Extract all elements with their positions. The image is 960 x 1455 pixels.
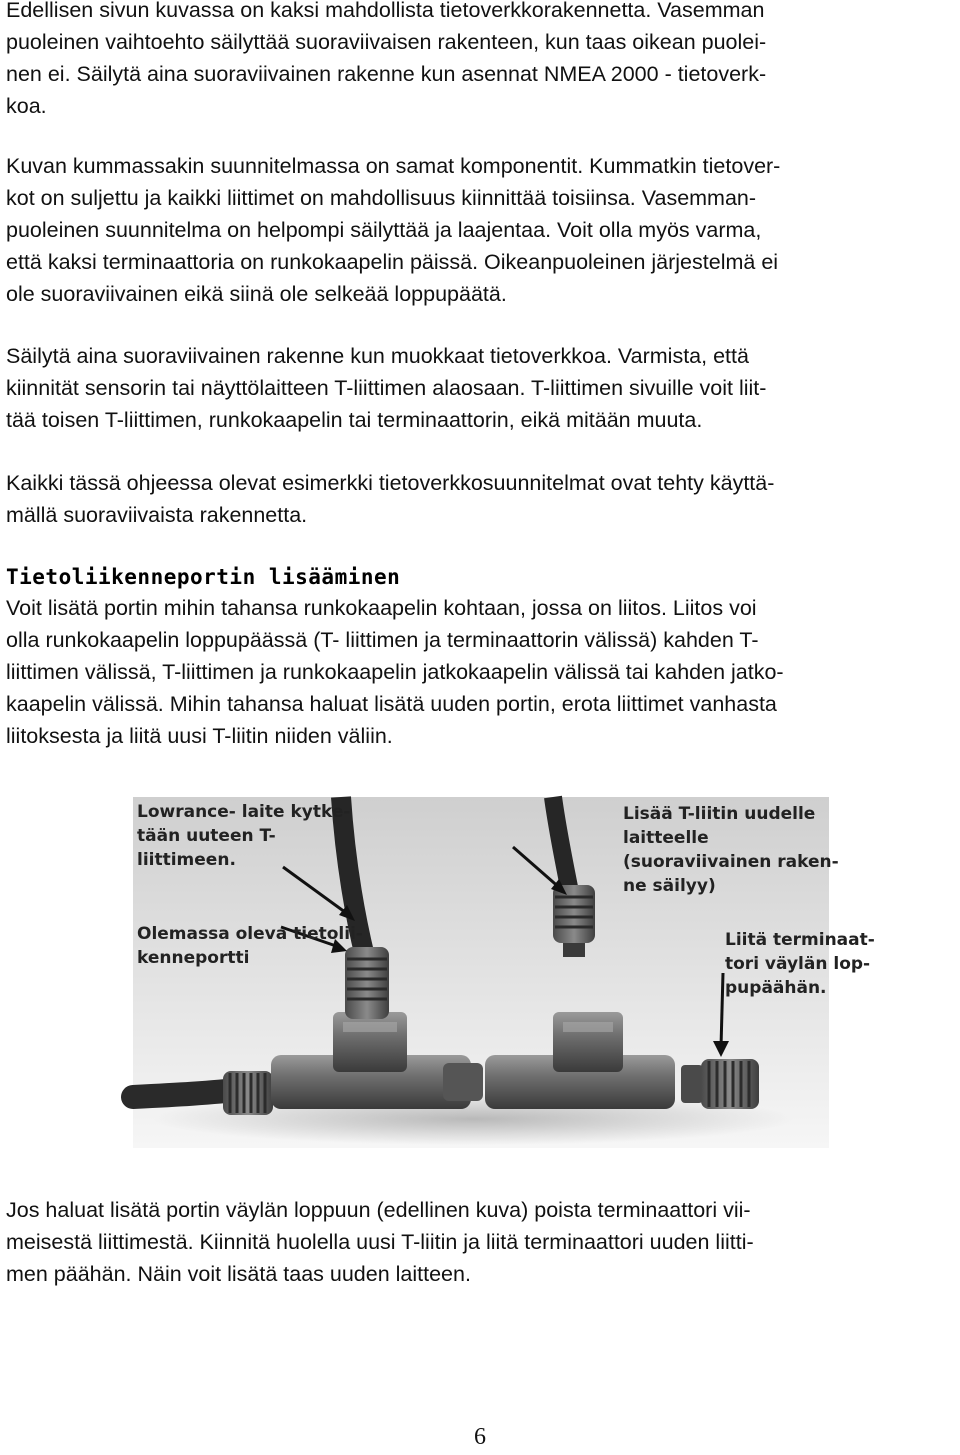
connector-photo-svg [133,797,875,1148]
callout-line: liittimeen. [137,850,236,870]
terminator [681,1059,759,1109]
callout-line: pupäähän. [725,978,827,998]
drop-plug-1 [345,947,389,1019]
text-line: Kuvan kummassakin suunnitelmassa on samat komponentit. Kummatkin tietover- [6,154,781,178]
text-line: Voit lisätä portin mihin tahansa runkokaapelin kohtaan, jossa on liitos. Liitos voi [6,596,757,620]
callout-line: Liitä terminaat- [725,930,875,950]
text-line: kot on suljettu ja kaikki liittimet on mahdollisuus kiinnittää toisiinsa. Vasemman- [6,186,757,210]
connector-photo [133,797,875,1148]
modify-paragraph [6,340,956,436]
text-line: puoleinen vaihtoehto säilyttää suoraviivaisen rakenteen, kun taas oikean puolei- [6,30,767,54]
callout-line: tori väylän lop- [725,954,871,974]
callout-line: ne säilyy) [623,876,716,896]
examples-paragraph [6,467,956,531]
callout-line: Olemassa oleva tietolii- [137,924,363,944]
text-line: puoleinen suunnitelma on helpompi säilyttää ja laajentaa. Voit olla myös varma, [6,218,762,242]
intro-paragraph [6,0,956,122]
text-line: Kaikki tässä ohjeessa olevat esimerkki tietoverkkosuunnitelmat ovat tehty käyttä- [6,471,775,495]
text-line: Edellisen sivun kuvassa on kaksi mahdollista tietoverkkorakennetta. Vasemman [6,0,765,22]
components-paragraph [6,150,956,310]
text-line: Säilytä aina suoraviivainen rakenne kun muokkaat tietoverkkoa. Varmista, että [6,344,749,368]
text-line: olla runkokaapelin loppupäässä (T- liittimen ja terminaattorin välissä) kahden T- [6,628,759,652]
text-line: liitoksesta ja liitä uusi T-liitin niiden väliin. [6,724,393,748]
text-line: että kaksi terminaattoria on runkokaapelin päissä. Oikeanpuoleinen järjestelmä ei [6,250,779,274]
text-line: kiinnität sensorin tai näyttölaitteen T-liittimen alaosaan. T-liittimen sivuille voit liit- [6,376,767,400]
text-line: nen ei. Säilytä aina suoraviivainen rakenne kun asennat NMEA 2000 - tietoverk- [6,62,767,86]
text-line: koa. [6,94,47,118]
callout-line: (suoraviivainen raken- [623,852,839,872]
callout-terminator [725,930,881,998]
section-paragraph [6,592,956,752]
callout-line: tään uuteen T- [137,826,276,846]
text-line: ole suoraviivainen eikä siinä ole selkeää loppupäätä. [6,282,507,306]
text-line: tää toisen T-liittimen, runkokaapelin tai terminaattorin, eikä mitään muuta. [6,408,703,432]
text-line: kaapelin välissä. Mihin tahansa haluat lisätä uuden portin, erota liittimet vanhasta [6,692,777,716]
callout-line: Lowrance- laite kytke- [137,802,351,822]
callout-line: kenneportti [137,948,250,968]
callout-line: laitteelle [623,828,709,848]
text-line: liittimen välissä, T-liittimen ja runkokaapelin jatkokaapelin välissä tai kahden jatko- [6,660,784,684]
callout-line: Lisää T-liitin uudelle [623,804,816,824]
page-number: 6 [474,1424,486,1450]
section-heading: Tietoliikenneportin lisääminen [6,565,401,589]
left-coupler [223,1071,273,1115]
text-line: Jos haluat lisätä portin väylän loppuun (edellinen kuva) poista terminaattori vii- [6,1198,751,1222]
text-line: mällä suoraviivaista rakennetta. [6,503,308,527]
text-line: men päähän. Näin voit lisätä taas uuden laitteen. [6,1262,471,1286]
closing-paragraph [6,1194,956,1290]
text-line: meisestä liittimestä. Kiinnitä huolella uusi T-liitin ja liitä terminaattori uuden liitti- [6,1230,754,1254]
